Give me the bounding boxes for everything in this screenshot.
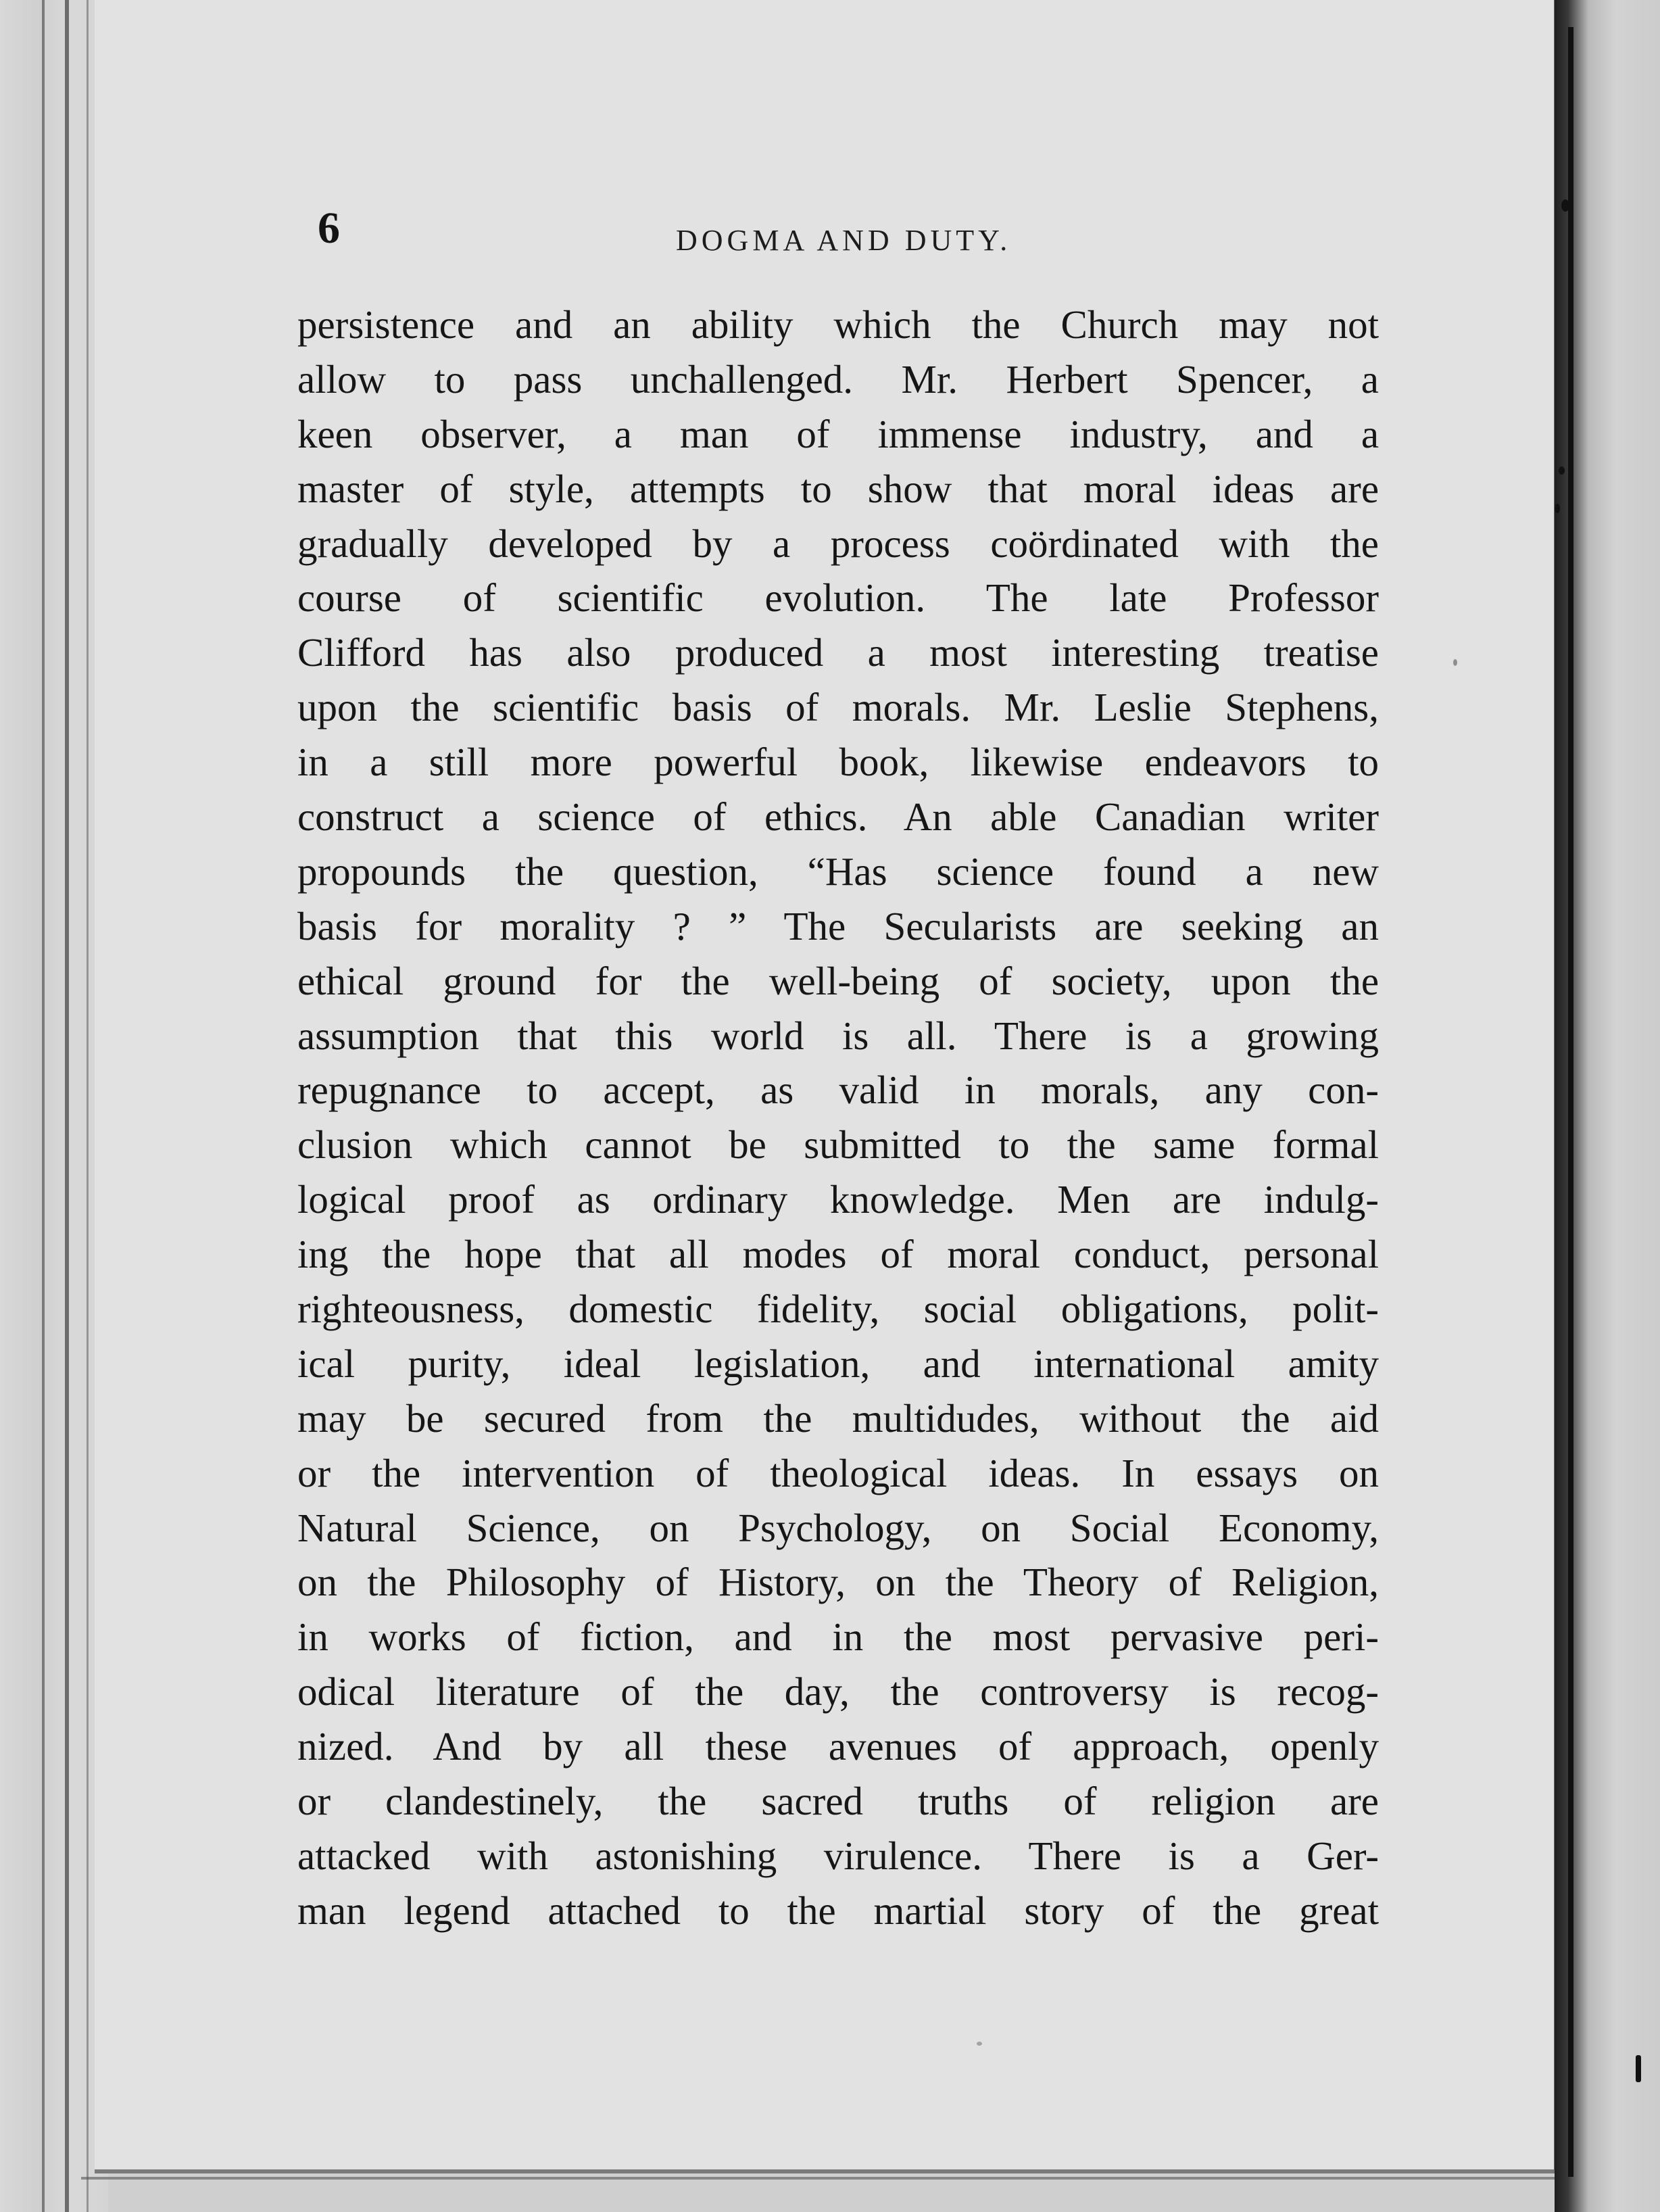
text-line: clusion which cannot be submitted to the same formal — [297, 1122, 1379, 1168]
page-bottom-edge — [81, 2177, 1561, 2180]
text-line: logical proof as ordinary knowledge. Men are indulg- — [297, 1177, 1379, 1222]
text-line: or clandestinely, the sacred truths of religion are — [297, 1779, 1379, 1824]
text-line: nized. And by all these avenues of approach, openly — [297, 1724, 1379, 1769]
scan-speck — [1561, 199, 1569, 212]
text-line: propounds the question, “Has science found a new — [297, 848, 1379, 894]
text-line: keen observer, a man of immense industry, and a — [297, 411, 1379, 456]
text-line: upon the scientific basis of morals. Mr. Leslie Stephens, — [297, 685, 1379, 730]
text-line: in works of fiction, and in the most pervasive peri- — [297, 1614, 1379, 1660]
scan-speck — [977, 2042, 982, 2046]
text-line: assumption that this world is all. There is a growing — [297, 1013, 1379, 1058]
edge-line — [87, 0, 89, 2212]
text-line: on the Philosophy of History, on the Theory of Religion, — [297, 1560, 1379, 1605]
text-line: persistence and an ability which the Church may not — [297, 302, 1379, 347]
text-line: ical purity, ideal legislation, and international amity — [297, 1341, 1379, 1386]
text-line: construct a science of ethics. An able Canadian writer — [297, 794, 1379, 840]
scan-speck — [1636, 2055, 1641, 2082]
text-line: may be secured from the multidudes, without the aid — [297, 1395, 1379, 1441]
text-line: man legend attached to the martial story of the great — [297, 1888, 1379, 1933]
text-line: attacked with astonishing virulence. There is a Ger- — [297, 1833, 1379, 1878]
page-header — [318, 203, 1372, 270]
body-text — [297, 297, 1379, 1938]
page-number: 6 — [318, 203, 340, 253]
running-head: DOGMA AND DUTY. — [676, 224, 1012, 257]
text-line: Clifford has also produced a most interesting treatise — [297, 630, 1379, 675]
text-line: ethical ground for the well-being of society, upon the — [297, 958, 1379, 1003]
text-line: gradually developed by a process coördinated with the — [297, 521, 1379, 566]
text-line: righteousness, domestic fidelity, social obligations, polit- — [297, 1287, 1379, 1332]
right-edge-line — [1568, 27, 1573, 2177]
scan-speck — [1559, 466, 1565, 475]
scan-speck — [1555, 504, 1560, 513]
edge-line — [65, 0, 69, 2212]
text-line: course of scientific evolution. The late Professor — [297, 575, 1379, 621]
text-line: or the intervention of theological ideas. In essays on — [297, 1450, 1379, 1495]
text-line: ing the hope that all modes of moral conduct, personal — [297, 1232, 1379, 1277]
text-line: repugnance to accept, as valid in morals, any con- — [297, 1067, 1379, 1113]
text-line: allow to pass unchallenged. Mr. Herbert Spencer, a — [297, 356, 1379, 402]
scan-speck — [1453, 659, 1457, 666]
text-line: odical literature of the day, the controversy is recog- — [297, 1669, 1379, 1714]
text-line: in a still more powerful book, likewise endeavors to — [297, 740, 1379, 785]
text-line: basis for morality ? ” The Secularists are seeking an — [297, 903, 1379, 948]
text-line: master of style, attempts to show that moral ideas are — [297, 466, 1379, 511]
binding-edge — [0, 0, 108, 2212]
text-line: Natural Science, on Psychology, on Social Economy, — [297, 1505, 1379, 1550]
edge-line — [42, 0, 45, 2212]
